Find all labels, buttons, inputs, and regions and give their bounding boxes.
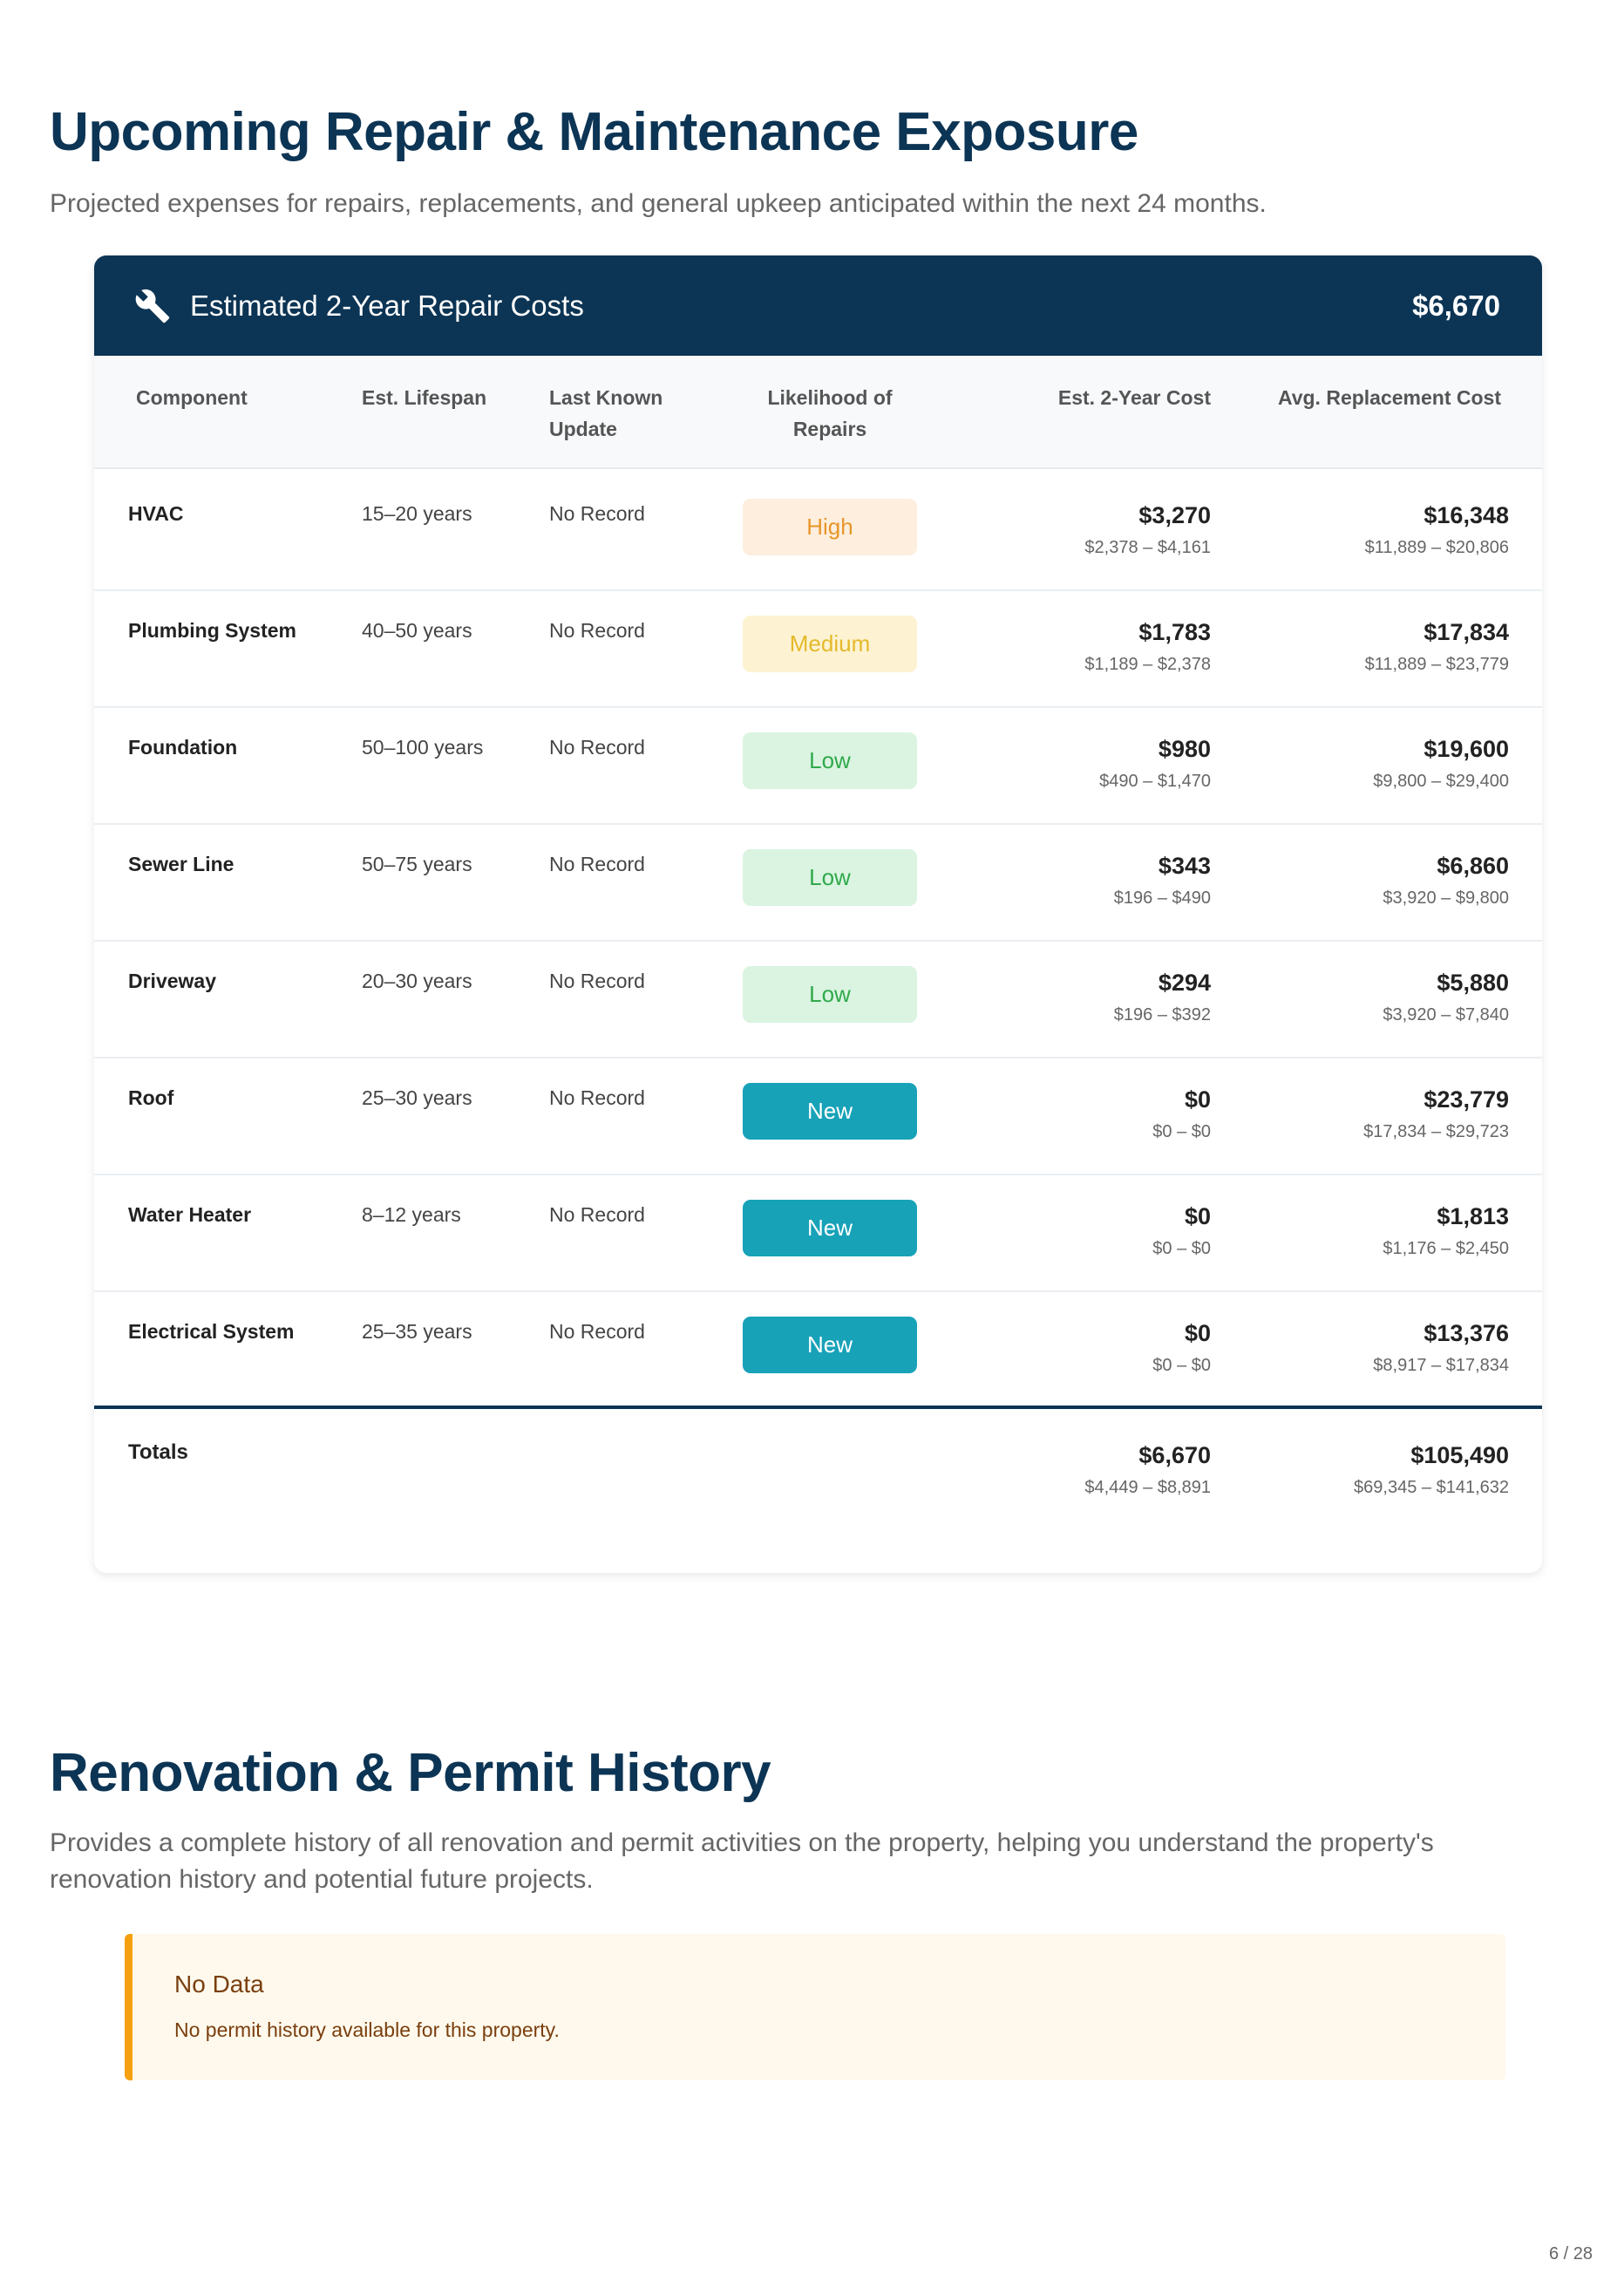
- column-last-update-line1: Last Known: [549, 386, 663, 409]
- repair-section-description: Projected expenses for repairs, replacements, and general upkeep anticipated within the next 24 months.: [50, 189, 1267, 218]
- table-row: [94, 591, 1542, 708]
- last-update: No Record: [549, 1086, 645, 1109]
- table-row: [94, 825, 1542, 942]
- column-likelihood-line1: Likelihood of: [767, 386, 893, 409]
- totals-cost-value: $6,670: [1138, 1442, 1211, 1468]
- replacement-cost-range: $11,889 – $20,806: [1364, 538, 1509, 557]
- likelihood-badge: New: [743, 1317, 917, 1373]
- totals-replacement: [1354, 1442, 1509, 1498]
- likelihood-badge: Low: [743, 732, 917, 789]
- replacement-cost-value: $23,779: [1424, 1086, 1509, 1113]
- no-data-notice: [125, 1934, 1505, 2080]
- est-cost: [1152, 1086, 1211, 1142]
- replacement-cost-value: $16,348: [1424, 502, 1509, 528]
- totals-replacement-range: $69,345 – $141,632: [1354, 1478, 1509, 1497]
- last-update: No Record: [549, 502, 645, 525]
- totals-label: Totals: [128, 1440, 188, 1464]
- replacement-cost-range: $17,834 – $29,723: [1363, 1122, 1509, 1141]
- lifespan: 15–20 years: [362, 502, 472, 525]
- table-row: [94, 708, 1542, 825]
- column-likelihood-line2: Repairs: [792, 418, 867, 440]
- est-cost-value: $0: [1184, 1086, 1211, 1113]
- page-number: 6 / 28: [1548, 2244, 1593, 2263]
- likelihood-badge: Low: [743, 966, 917, 1023]
- est-cost-range: $0 – $0: [1152, 1122, 1211, 1141]
- wrench-icon: [134, 288, 171, 324]
- permit-section-description: Provides a complete history of all renovation and permit activities on the property, helping you understand the property's renovation history and potential future projects.: [50, 1828, 1434, 1894]
- lifespan: 20–30 years: [362, 970, 472, 992]
- lifespan: 25–35 years: [362, 1320, 472, 1343]
- replacement-cost-value: $5,880: [1437, 970, 1509, 996]
- totals-row: [94, 1406, 1542, 1528]
- component-name: Water Heater: [128, 1203, 252, 1226]
- est-cost-value: $980: [1158, 736, 1211, 762]
- replacement-cost-value: $17,834: [1424, 619, 1509, 645]
- replacement-cost: [1373, 736, 1509, 792]
- card-title: Estimated 2-Year Repair Costs: [190, 289, 584, 322]
- totals-cost-range: $4,449 – $8,891: [1084, 1478, 1211, 1497]
- est-cost: [1114, 853, 1211, 909]
- component-name: Foundation: [128, 736, 238, 759]
- column-replacement: Avg. Replacement Cost: [1277, 386, 1501, 409]
- table-header: [94, 356, 1542, 469]
- table-row: [94, 1292, 1542, 1409]
- likelihood-badge: New: [743, 1200, 917, 1256]
- replacement-cost-range: $3,920 – $9,800: [1383, 888, 1509, 908]
- replacement-cost-range: $11,889 – $23,779: [1364, 655, 1509, 674]
- replacement-cost-range: $1,176 – $2,450: [1383, 1239, 1509, 1258]
- est-cost: [1152, 1203, 1211, 1259]
- replacement-cost: [1383, 1203, 1509, 1259]
- column-cost: Est. 2-Year Cost: [1057, 386, 1211, 409]
- notice-message: No permit history available for this property.: [174, 2018, 560, 2041]
- est-cost: [1084, 619, 1211, 675]
- last-update: No Record: [549, 970, 645, 992]
- replacement-cost: [1383, 970, 1509, 1025]
- replacement-cost: [1365, 619, 1509, 675]
- table-row: [94, 1175, 1542, 1292]
- replacement-cost-value: $6,860: [1437, 853, 1509, 879]
- replacement-cost: [1383, 853, 1509, 909]
- last-update: No Record: [549, 736, 645, 759]
- permit-section-title: Renovation & Permit History: [50, 1743, 771, 1803]
- replacement-cost-value: $19,600: [1424, 736, 1509, 762]
- column-last-update: [549, 382, 663, 445]
- est-cost-range: $2,378 – $4,161: [1084, 538, 1211, 557]
- lifespan: 50–75 years: [362, 853, 472, 875]
- est-cost-value: $343: [1158, 853, 1211, 879]
- table-row: [94, 1059, 1542, 1175]
- est-cost-value: $0: [1184, 1320, 1211, 1346]
- est-cost-range: $196 – $490: [1113, 888, 1211, 908]
- est-cost-range: $1,189 – $2,378: [1084, 655, 1211, 674]
- column-likelihood: [743, 382, 917, 445]
- likelihood-badge: New: [743, 1083, 917, 1140]
- card-header: [94, 255, 1542, 356]
- component-name: Electrical System: [128, 1320, 295, 1343]
- est-cost-value: $1,783: [1138, 619, 1211, 645]
- likelihood-badge: High: [743, 499, 917, 555]
- lifespan: 25–30 years: [362, 1086, 472, 1109]
- card-total: $6,670: [1412, 289, 1500, 322]
- table-row: [94, 474, 1542, 591]
- column-lifespan: Est. Lifespan: [362, 386, 487, 409]
- last-update: No Record: [549, 619, 645, 642]
- component-name: Plumbing System: [128, 619, 296, 642]
- likelihood-badge: Low: [743, 849, 917, 906]
- component-name: Driveway: [128, 970, 217, 992]
- est-cost-range: $490 – $1,470: [1099, 772, 1211, 791]
- component-name: HVAC: [128, 502, 184, 525]
- est-cost: [1114, 970, 1211, 1025]
- column-last-update-line2: Update: [549, 418, 617, 440]
- est-cost-range: $0 – $0: [1152, 1239, 1211, 1258]
- last-update: No Record: [549, 1320, 645, 1343]
- replacement-cost-range: $9,800 – $29,400: [1373, 772, 1509, 791]
- est-cost-range: $0 – $0: [1152, 1356, 1211, 1375]
- est-cost: [1152, 1320, 1211, 1376]
- est-cost-value: $294: [1158, 970, 1211, 996]
- component-name: Sewer Line: [128, 853, 234, 875]
- est-cost-range: $196 – $392: [1113, 1005, 1211, 1024]
- component-name: Roof: [128, 1086, 174, 1109]
- est-cost-value: $3,270: [1138, 502, 1211, 528]
- replacement-cost-value: $13,376: [1424, 1320, 1509, 1346]
- replacement-cost: [1365, 502, 1509, 558]
- replacement-cost: [1363, 1086, 1509, 1142]
- table-row: [94, 942, 1542, 1059]
- lifespan: 40–50 years: [362, 619, 472, 642]
- repair-section-title: Upcoming Repair & Maintenance Exposure: [50, 102, 1138, 162]
- last-update: No Record: [549, 1203, 645, 1226]
- repair-costs-card: [94, 255, 1542, 1573]
- est-cost: [1099, 736, 1211, 792]
- likelihood-badge: Medium: [743, 616, 917, 672]
- replacement-cost-range: $3,920 – $7,840: [1383, 1005, 1509, 1024]
- notice-title: No Data: [174, 1971, 264, 1998]
- last-update: No Record: [549, 853, 645, 875]
- column-component: Component: [136, 386, 248, 409]
- est-cost-value: $0: [1184, 1203, 1211, 1229]
- totals-cost: [1084, 1442, 1211, 1498]
- est-cost: [1084, 502, 1211, 558]
- lifespan: 50–100 years: [362, 736, 484, 759]
- replacement-cost: [1373, 1320, 1509, 1376]
- replacement-cost-value: $1,813: [1437, 1203, 1509, 1229]
- replacement-cost-range: $8,917 – $17,834: [1373, 1356, 1509, 1375]
- lifespan: 8–12 years: [362, 1203, 461, 1226]
- totals-replacement-value: $105,490: [1410, 1442, 1509, 1468]
